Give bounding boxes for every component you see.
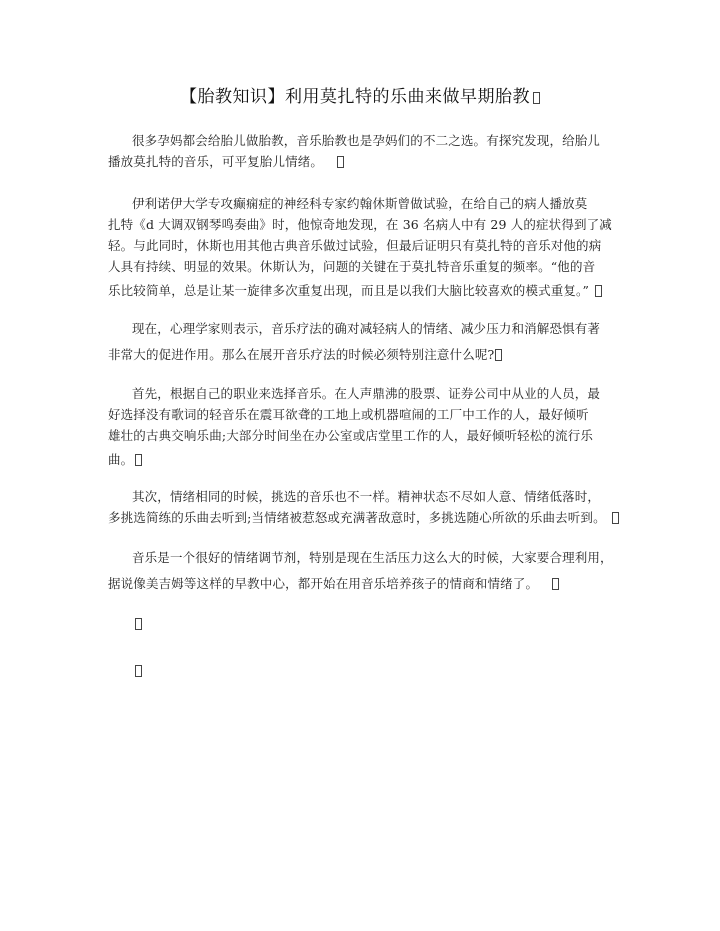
paragraph-line: 伊利诺伊大学专攻癫痫症的神经科专家约翰休斯曾做试验，在给自己的病人播放莫 [132,196,588,211]
paragraph-3 [108,318,638,365]
paragraph-mark-icon [135,454,142,466]
paragraph-line: 首先，根据自己的职业来选择音乐。在人声鼎沸的股票、证券公司中从业的人员，最 [132,386,601,401]
paragraph-4 [108,383,638,470]
paragraph-mark-icon [495,349,502,361]
paragraph-line: 很多孕妈都会给胎儿做胎教，音乐胎教也是孕妈们的不二之选。有探究发现，给胎儿 [132,133,601,148]
paragraph-line: 播放莫扎特的音乐，可平复胎儿情绪。 [108,151,638,172]
paragraph-line: 乐比较简单，总是让某一旋律多次重复出现，而且是以我们大脑比较喜欢的模式重复。” [108,280,638,301]
paragraph-line: 据说像美吉姆等这样的早教中心，都开始在用音乐培养孩子的情商和情绪了。 [108,573,638,594]
paragraph-line: 现在，心理学家则表示，音乐疗法的确对减轻病人的情绪、减少压力和消解恐惧有著 [132,321,601,336]
paragraph-mark-icon [612,512,619,524]
paragraph-line: 其次，情绪相同的时候，挑选的音乐也不一样。精神状态不尽如人意、情绪低落时， [132,489,601,504]
paragraph-line: 雄壮的古典交响乐曲;大部分时间坐在办公室或店堂里工作的人，最好倾听轻松的流行乐 [108,428,594,443]
paragraph-5 [108,486,638,528]
paragraph-line: 多挑选简练的乐曲去听到;当情绪被惹怒或充满著敌意时，多挑选随心所欲的乐曲去听到。 [108,507,638,528]
document-title [0,82,720,107]
paragraph-mark-icon [135,618,142,630]
paragraph-line: 非常大的促进作用。那么在展开音乐疗法的时候必须特别注意什么呢? [108,344,638,365]
paragraph-mark-icon [552,578,559,590]
paragraph-line: 曲。 [108,449,638,470]
paragraph-line: 扎特《d 大调双钢琴鸣奏曲》时，他惊奇地发现，在 36 名病人中有 29 人的症状得到了减 [108,217,612,232]
paragraph-6 [108,547,638,594]
paragraph-mark-icon [533,92,540,104]
title-text: 【胎教知识】利用莫扎特的乐曲来做早期胎教 [180,87,530,107]
paragraph-line: 音乐是一个很好的情绪调节剂，特别是现在生活压力这么大的时候，大家要合理利用， [132,550,613,565]
paragraph-2 [108,193,638,301]
paragraph-line: 好选择没有歌词的轻音乐在震耳欲聋的工地上或机器喧闹的工厂中工作的人，最好倾听 [108,407,589,422]
paragraph-mark-icon [337,156,344,168]
paragraph-line: 轻。与此同时，休斯也用其他古典音乐做过试验，但最后证明只有莫扎特的音乐对他的病 [108,238,602,253]
paragraph-mark-icon [595,285,602,297]
paragraph-line: 人具有持续、明显的效果。休斯认为，问题的关键在于莫扎特音乐重复的频率。“他的音 [108,259,596,274]
paragraph-1 [108,130,638,172]
paragraph-mark-icon [135,665,142,677]
